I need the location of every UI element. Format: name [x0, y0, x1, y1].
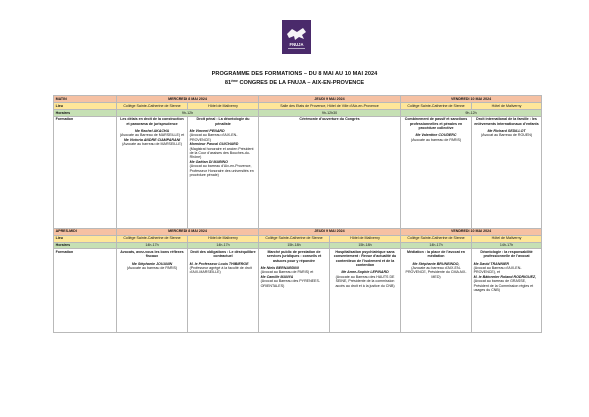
morning-lieu-2: Hôtel de Maliverny [188, 103, 259, 110]
page-title: PROGRAMME DES FORMATIONS – DU 8 MAI AU 10 MAI 2024 [211, 71, 378, 77]
morning-lieu-5: Hôtel de Maliverny [472, 103, 542, 110]
afternoon-lieu-4: Hôtel de Maliverny [330, 235, 401, 242]
morning-formation-5 [472, 116, 542, 228]
afternoon-lieu-row [54, 235, 542, 242]
speaker-detail: (Avocate au barreau de MARSEILLE) [122, 142, 182, 147]
afternoon-header-row [54, 228, 542, 235]
afternoon-day-fri: VENDREDI 10 MAI 2024 [401, 228, 542, 235]
speaker-name: M. le Bâtonnier Roland RODRIGUEZ, [473, 274, 537, 279]
morning-horaire-wed: 9h-12h [117, 110, 259, 117]
speaker-name: Me Camille MANYA [260, 274, 294, 279]
speaker-name: Me Richard SEDILLOT [487, 129, 526, 133]
afternoon-formation-2 [188, 249, 259, 333]
afternoon-formation-row [54, 249, 542, 333]
afternoon-horaire-4: 15h-18h [330, 242, 401, 249]
morning-horaires-row [54, 110, 542, 117]
subtitle-number: 81 [224, 80, 232, 86]
afternoon-horaires-label: Horaires [54, 242, 117, 249]
speaker-name: Me Gaëtan DI MARINO [189, 159, 228, 164]
speaker-name: Me Valentine COUDERC [415, 133, 457, 138]
speaker-name: Me David TRANNIER [473, 261, 509, 266]
fnuja-logo-icon [282, 20, 311, 54]
speaker-detail: (Avocat au barreau de GRASSE, Président de la Commission règles et usages du CNB) [473, 279, 534, 293]
afternoon-lieu-6: Hôtel de Maliverny [472, 235, 542, 242]
morning-day-wed: MERCREDI 8 MAI 2024 [117, 96, 259, 103]
afternoon-formation-label: Formation [54, 249, 117, 333]
afternoon-horaire-2: 14h-17h [188, 242, 259, 249]
speaker-detail: (Avocate au Barreau de MARSEILLE) et [119, 133, 185, 138]
morning-header-row [54, 96, 542, 103]
morning-horaire-thu: 9h-12h30 [259, 110, 401, 117]
formation-title: Hospitalisation psychiatrique sans consentement : Revue d’actualité du contentieux de l’isolement et de la contention [333, 249, 397, 267]
afternoon-formation-4 [330, 249, 401, 333]
afternoon-label: APRES-MIDI [54, 228, 117, 235]
morning-formation-4 [401, 116, 472, 228]
formation-title: Combinement de passif et sanctions professionnelles et pénales en procédure collective [404, 117, 468, 130]
speaker-name: Me Stéphanie JOUANIN [131, 261, 173, 266]
speaker-detail: (Avocate au Barreau des HAUTS DE SEINE, Présidente de la commission accès au droit et à la justice du CNB) [335, 274, 395, 288]
logo-text: FNUJA [289, 42, 304, 47]
afternoon-day-wed: MERCREDI 8 MAI 2024 [117, 228, 259, 235]
afternoon-lieu-2: Hôtel de Maliverny [188, 235, 259, 242]
subtitle-text: CONGRES DE LA FNUJA – AIX-EN-PROVENCE [237, 80, 365, 86]
morning-lieu-1: Collège Sainte-Catherine de Sienne [117, 103, 188, 110]
formation-title: Avocats, avez-vous les bons réflexes fiscaux [120, 249, 184, 259]
speaker-detail: (Avocat au Barreau des PYRENEES-ORIENTALES) [260, 279, 321, 288]
speaker-name: Me Vincent PENARD [189, 129, 225, 133]
afternoon-formation-3 [259, 249, 330, 333]
morning-formation-3 [259, 116, 401, 228]
speaker-name: Me Rachel AKACHA [134, 129, 170, 133]
formation-title: Cérémonie d’ouverture du Congrès [299, 117, 360, 122]
morning-day-thu: JEUDI 9 MAI 2024 [259, 96, 401, 103]
morning-day-fri: VENDREDI 10 MAI 2024 [401, 96, 542, 103]
afternoon-horaire-6: 14h-17h [472, 242, 542, 249]
speaker-name: Monsieur Pascal GUICHARD [189, 142, 239, 147]
speaker-name: Me Stéphanie BRUNEINDO, [412, 261, 460, 266]
formation-title: Marché public de prestation de services juridiques : conseils et astuces pour y répondre [266, 249, 322, 263]
formation-title: Droit des obligations : Le déséquilibre contractuel [190, 249, 256, 259]
speaker-detail: (Avocat au Barreau de PARIS) et [260, 270, 314, 275]
speaker-detail: (Avocat au Barreau de ROUEN) [480, 133, 533, 138]
speaker-detail: (Avocat au barreau d’Aix-en-Provence, Professeur Honoraire des universités en procédure pénale) [189, 164, 254, 178]
afternoon-formation-5 [401, 249, 472, 333]
formation-title: Médiation : la place de l’avocat en médiation [407, 249, 465, 259]
speaker-name: Me Anne-Sophie LEPINARD [341, 270, 389, 275]
speaker-detail: (Avocat au Barreau d’AIX-EN-PROVENCE), et [473, 266, 522, 275]
afternoon-lieu-5: Collège Sainte-Catherine de Sienne [401, 235, 472, 242]
morning-horaires-label: Horaires [54, 110, 117, 117]
afternoon-lieu-label: Lieu [54, 235, 117, 242]
speaker-detail: (Avocat au Barreau d’AIX-EN-PROVENCE) [189, 133, 238, 142]
speaker-detail: (Avocate au barreau de PARIS) [410, 137, 462, 142]
morning-lieu-row [54, 103, 542, 110]
afternoon-day-thu: JEUDI 9 MAI 2024 [259, 228, 401, 235]
speaker-detail: (Avocate au barreau de PARIS) [126, 266, 178, 270]
formation-title: Déontologie : la responsabilité professionnelle de l’avocat [480, 249, 533, 259]
formation-title: Droit international de la famille : les enlèvements internationaux d’enfants [474, 117, 539, 126]
afternoon-formation-1 [117, 249, 188, 333]
schedule-table [53, 95, 542, 333]
morning-formation-label: Formation [54, 116, 117, 228]
afternoon-lieu-3: Collège Sainte-Catherine de Sienne [259, 235, 330, 242]
morning-formation-row [54, 116, 542, 228]
afternoon-lieu-1: Collège Sainte-Catherine de Sienne [117, 235, 188, 242]
morning-lieu-label: Lieu [54, 103, 117, 110]
morning-horaire-fri: 9h-12h [401, 110, 542, 117]
speaker-name: Me Niels BERNARDINI [260, 266, 299, 270]
subtitle-sup: ème [231, 79, 238, 83]
speaker-detail: (Avocate au barreau d’AIX-EN-PROVENCE, Présidente du CMA AIX-MED) [405, 266, 467, 279]
afternoon-horaire-5: 14h-17h [401, 242, 472, 249]
afternoon-horaire-1: 14h-17h [117, 242, 188, 249]
speaker-detail: (Professeur agrégé à la faculté de droit d’AIX-MARSEILLE) [189, 266, 252, 275]
morning-label: MATIN [54, 96, 117, 103]
speaker-name: M. le Professeur Louis THIBIERGE [189, 261, 249, 266]
morning-formation-2 [188, 116, 259, 228]
afternoon-horaire-3: 15h-18h [259, 242, 330, 249]
page-subtitle [0, 79, 589, 86]
formation-title: Droit pénal : La déontologie du pénaliste [196, 117, 250, 126]
speaker-detail: (Magistrat honoraire et ancien Président de la Cour d’assises des Bouches-du-Rhône) [189, 146, 254, 160]
afternoon-formation-6 [472, 249, 542, 333]
fnuja-logo [282, 20, 311, 54]
morning-formation-1 [117, 116, 188, 228]
formation-title: Les délais en droit de la construction et panorama de jurisprudence [120, 117, 184, 126]
morning-lieu-3: Salle des Etats de Provence, Hôtel de Ville d’Aix-en-Provence [259, 103, 401, 110]
afternoon-horaires-row [54, 242, 542, 249]
morning-lieu-4: Collège Sainte-Catherine de Sienne [401, 103, 472, 110]
speaker-name: Me Victoria ANDRE CIAMPARANI [123, 137, 181, 142]
